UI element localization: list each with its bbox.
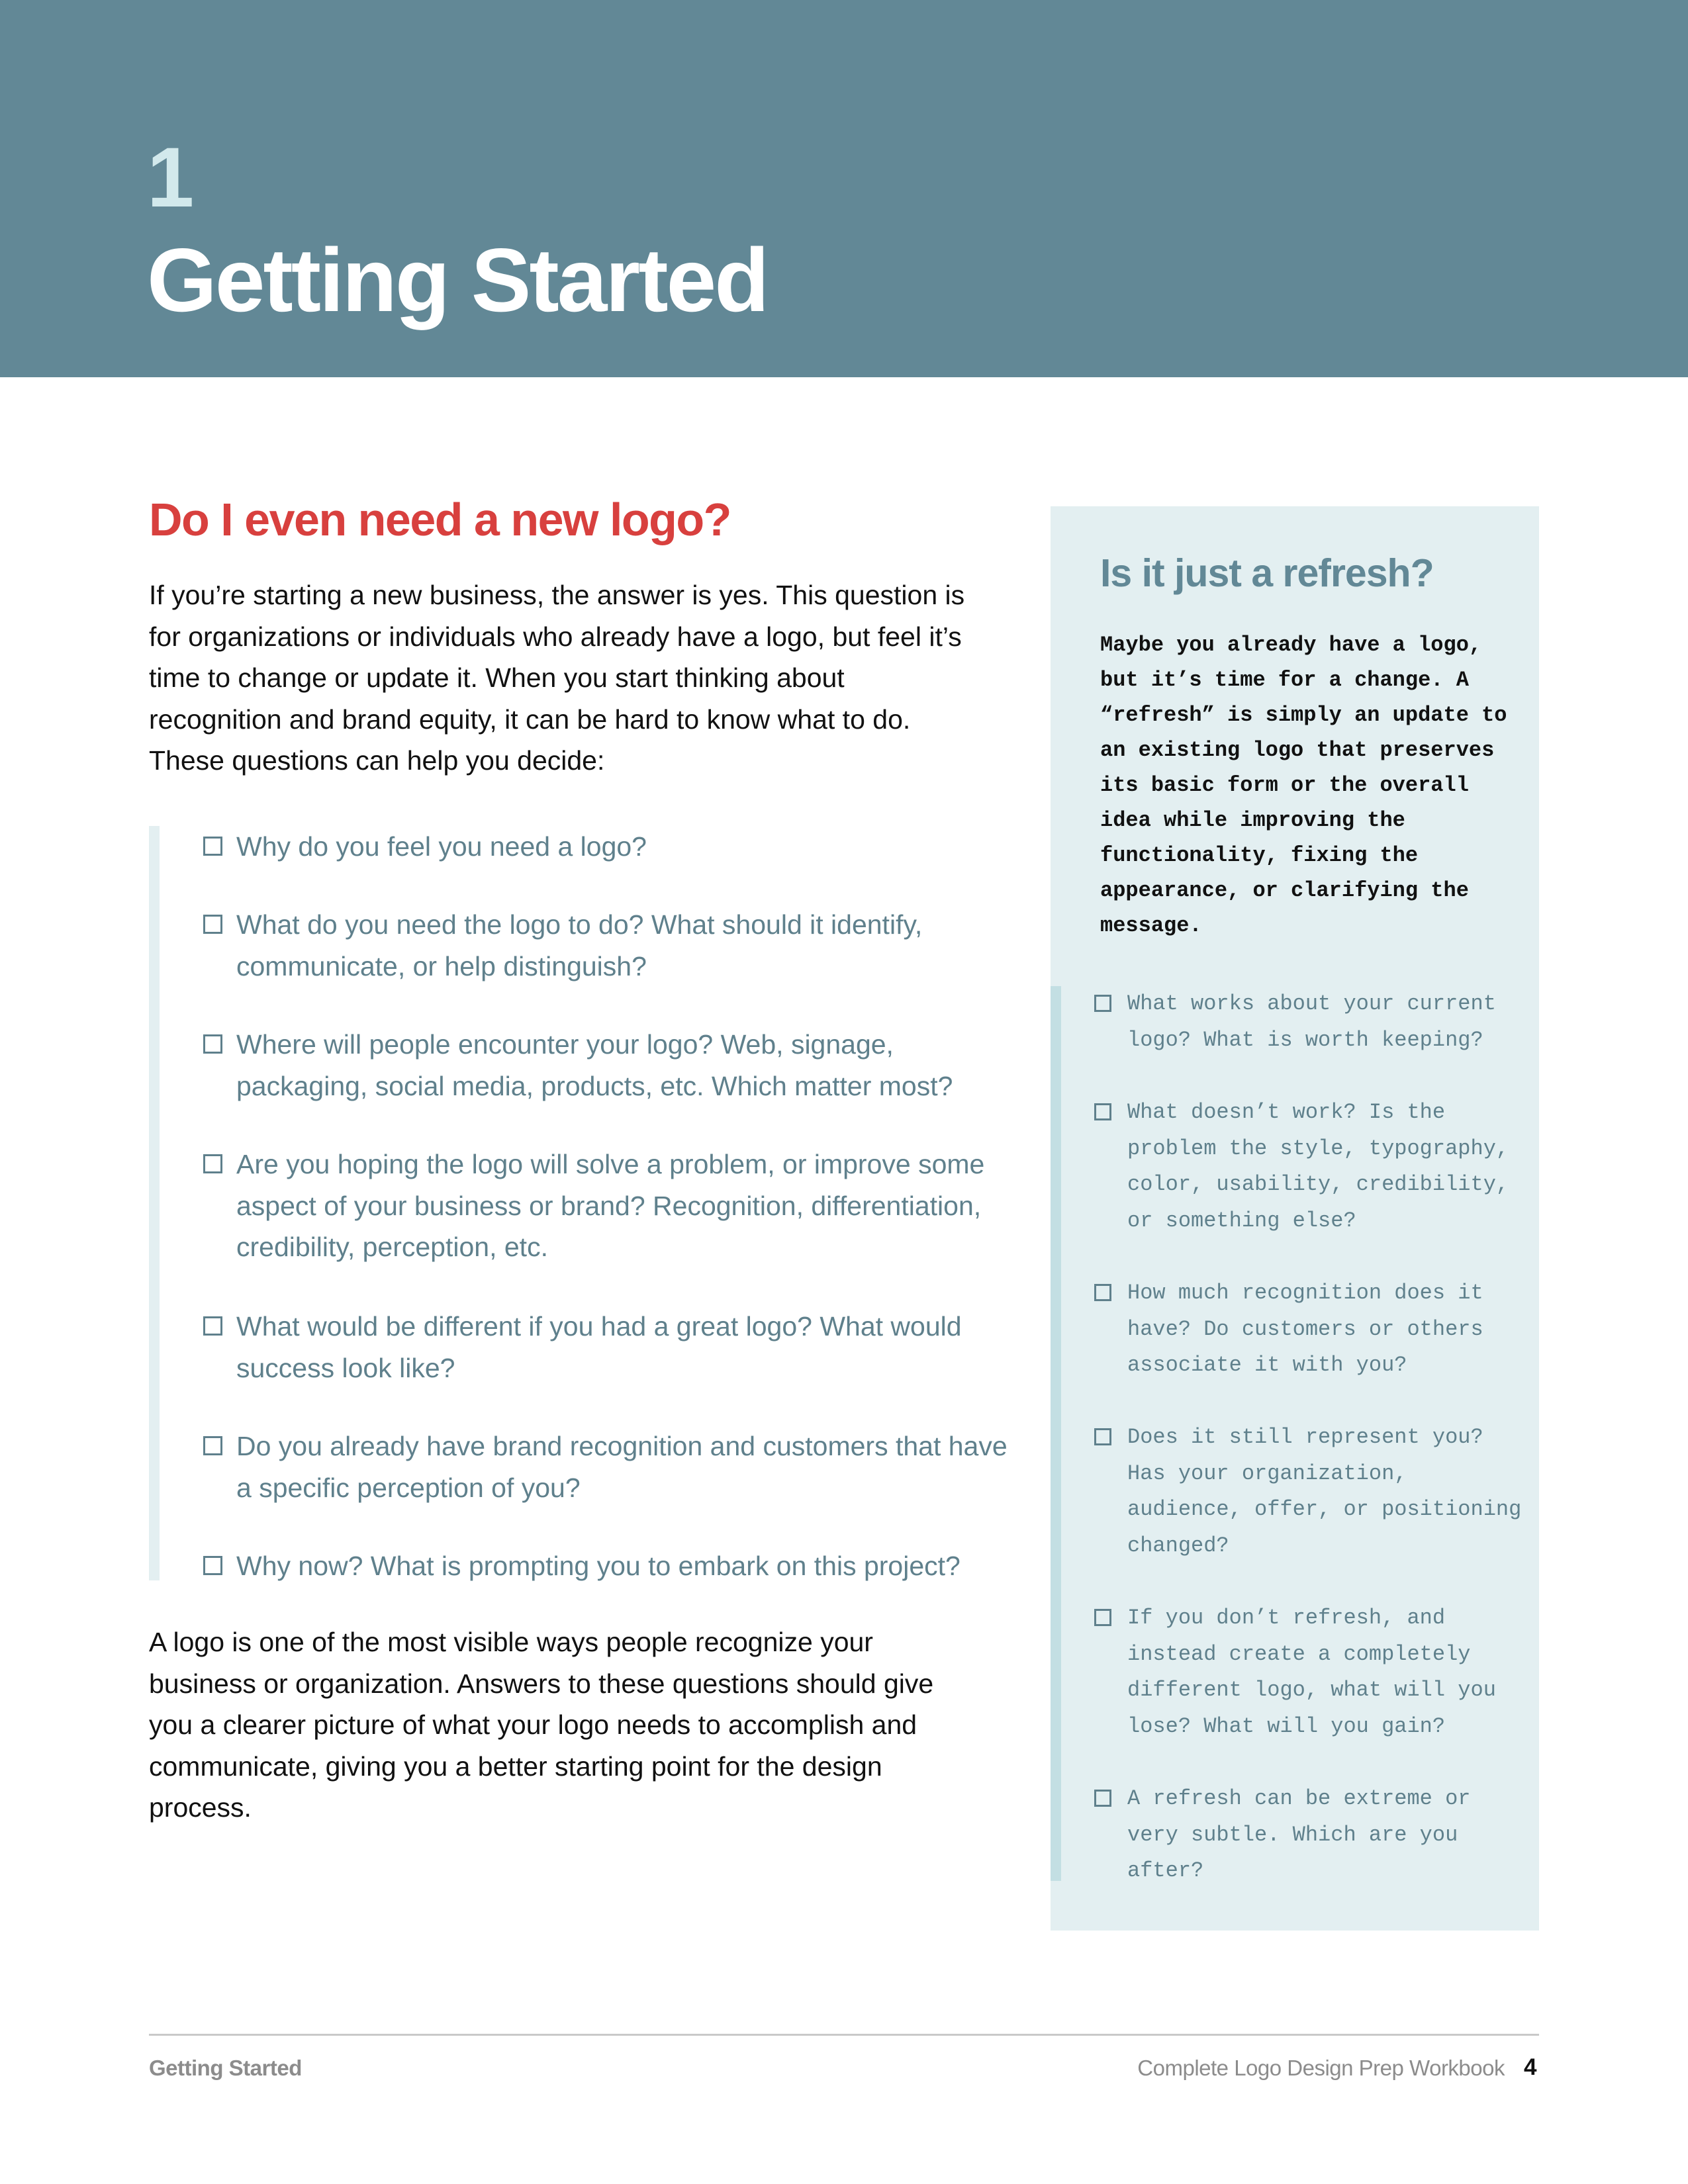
- checklist-item-text: Why now? What is prompting you to embark on this project?: [236, 1551, 961, 1581]
- footer-section-name: Getting Started: [149, 2056, 302, 2080]
- checklist-item-text: What works about your current logo? What is worth keeping?: [1127, 991, 1496, 1052]
- footer-divider: [149, 2034, 1539, 2036]
- checkbox[interactable]: [1094, 1284, 1111, 1301]
- checkbox[interactable]: [1094, 1103, 1111, 1120]
- checklist-item-text: Why do you feel you need a logo?: [236, 831, 647, 862]
- checklist-item-text: Are you hoping the logo will solve a problem, or improve some aspect of your business or brand? Recognition, differentiation, credibility, perception, etc.: [236, 1149, 985, 1262]
- checkbox[interactable]: [203, 1556, 222, 1575]
- checklist-item-text: Does it still represent you? Has your organization, audience, offer, or positioning changed?: [1127, 1425, 1522, 1558]
- checkbox[interactable]: [203, 837, 222, 856]
- checklist-item-text: A refresh can be extreme or very subtle. Which are you after?: [1127, 1786, 1471, 1883]
- checkbox[interactable]: [1094, 1428, 1111, 1445]
- chapter-header-band: [0, 0, 1688, 377]
- sidebar-checklist: [1051, 986, 1539, 1881]
- checkbox[interactable]: [203, 1034, 222, 1054]
- checklist-item-text: What would be different if you had a great logo? What would success look like?: [236, 1311, 962, 1383]
- checklist-item-text: What do you need the logo to do? What should it identify, communicate, or help distinguish?: [236, 909, 923, 981]
- checklist-item-text: Where will people encounter your logo? Web, signage, packaging, social media, products, etc. Which matter most?: [236, 1029, 953, 1101]
- checkbox[interactable]: [1094, 1790, 1111, 1807]
- sidebar-heading: Is it just a refresh?: [1100, 551, 1434, 595]
- refresh-sidebar: [1051, 506, 1539, 1931]
- checklist-item-text: How much recognition does it have? Do customers or others associate it with you?: [1127, 1281, 1483, 1377]
- checkbox[interactable]: [203, 1316, 222, 1336]
- chapter-number: 1: [147, 130, 195, 225]
- closing-paragraph: A logo is one of the most visible ways people recognize your business or organization. Answers to these questions should give you a clearer picture of what your logo needs to accomplish and communicate, giving you a better starting point for the design process.: [149, 1627, 934, 1823]
- checkbox[interactable]: [203, 915, 222, 934]
- checkbox[interactable]: [203, 1436, 222, 1455]
- section-heading: Do I even need a new logo?: [149, 494, 731, 545]
- intro-paragraph: If you’re starting a new business, the answer is yes. This question is for organizations or individuals who already have a logo, but feel it’s time to change or update it. When you start thinking about recognition and brand equity, it can be hard to know what to do. These questions can help you decide:: [149, 580, 965, 776]
- checkbox[interactable]: [1094, 1609, 1111, 1626]
- checklist-item-text: Do you already have brand recognition and customers that have a specific perception of you?: [236, 1431, 1008, 1503]
- chapter-title: Getting Started: [147, 230, 768, 330]
- main-column: [149, 496, 1003, 782]
- checklist-item-text: If you don’t refresh, and instead create a completely different logo, what will you lose? What will you gain?: [1127, 1606, 1496, 1739]
- checklist-item-text: What doesn’t work? Is the problem the style, typography, color, usability, credibility, or something else?: [1127, 1100, 1509, 1233]
- checkbox[interactable]: [203, 1154, 222, 1173]
- checkbox[interactable]: [1094, 995, 1111, 1012]
- sidebar-paragraph: Maybe you already have a logo, but it’s time for a change. A “refresh” is simply an update to an existing logo that preserves its basic form or the overall idea while improving the functionality, fixing the appearance, or clarifying the message.: [1100, 633, 1507, 938]
- footer-workbook-title: Complete Logo Design Prep Workbook: [1137, 2056, 1505, 2080]
- footer-page-number: 4: [1524, 2054, 1537, 2080]
- main-checklist: [149, 826, 1009, 1580]
